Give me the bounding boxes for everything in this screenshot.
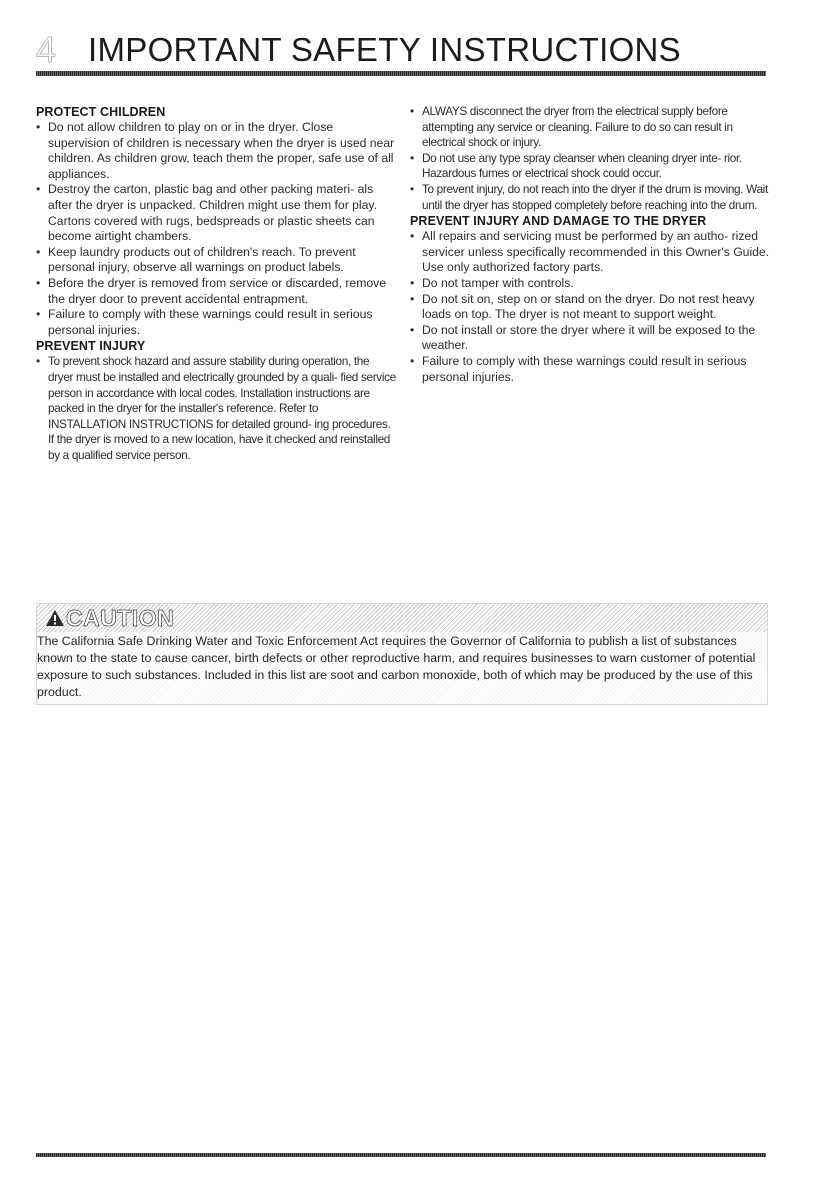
prevent-damage-heading: PREVENT INJURY AND DAMAGE TO THE DRYER <box>410 214 707 229</box>
list-item: • Destroy the carton, plastic bag and other packing materi- als after the dryer is unpacked. Children might use them for play. Cartons covered with rugs, bedspreads or plastic sheets can become airtight chambers. <box>36 182 377 244</box>
list-item: • All repairs and servicing must be performed by an autho- rized servicer unless specifically recommended in this Owner's Guide. Use only authorized factory parts. <box>410 229 770 275</box>
bullet-icon: • <box>36 182 41 197</box>
list-item: • Before the dryer is removed from service or discarded, remove the dryer door to prevent accidental entrapment. <box>36 275 386 306</box>
list-item: • ALWAYS disconnect the dryer from the electrical supply before attempting any service or cleaning. Failure to do so can result in electrical shock or injury. <box>410 104 733 150</box>
list-item: • Do not use any type spray cleanser when cleaning dryer inte- rior. Hazardous fumes or electrical shock could occur. <box>410 150 742 181</box>
caution-text: The California Safe Drinking Water and Toxic Enforcement Act requires the Governor of California to publish a list of substances known to the state to cause cancer, birth defects or other reproductive harm, and requires businesses to warn customer of potential exposure to such substances. Included in this list are soot and carbon monoxide, both of which may be produced by the use of this product. <box>37 634 756 699</box>
bottom-rule <box>36 1153 766 1157</box>
bullet-icon: • <box>410 291 415 306</box>
bullet-icon: • <box>410 353 415 368</box>
continued-list <box>410 104 770 213</box>
caution-box <box>36 603 768 705</box>
page-number: 4 <box>36 29 57 70</box>
protect-children-list <box>36 120 396 338</box>
list-item: • To prevent shock hazard and assure stability during operation, the dryer must be installed and electrically grounded by a quali- fied service person in accordance with local codes. Installation instructions are packed in the dryer for the installer's reference. Refer to INSTALLATION INSTRUCTIONS for detailed ground- ing procedures. If the dryer is moved to a new location, have it checked and reinstalled by a qualified service person. <box>36 354 396 462</box>
bullet-icon: • <box>36 354 40 369</box>
caution-band <box>37 604 767 632</box>
bullet-icon: • <box>36 275 41 290</box>
right-column <box>410 104 770 385</box>
protect-children-heading: PROTECT CHILDREN <box>36 105 166 119</box>
caution-label: CAUTION <box>66 605 175 631</box>
bullet-icon: • <box>410 150 414 165</box>
page-title: IMPORTANT SAFETY INSTRUCTIONS <box>88 31 681 68</box>
bullet-icon: • <box>410 275 415 290</box>
list-item: • Do not install or store the dryer where it will be exposed to the weather. <box>410 322 756 353</box>
list-item: • Do not sit on, step on or stand on the dryer. Do not rest heavy loads on top. The dryer is not meant to support weight. <box>410 291 755 322</box>
bullet-icon: • <box>36 307 41 322</box>
left-column <box>36 104 396 463</box>
list-item: • Do not allow children to play on or in the dryer. Close supervision of children is necessary when the dryer is used near children. As children grow, teach them the proper, safe use of all appliances. <box>36 120 395 181</box>
list-item: • Do not tamper with controls. <box>410 275 574 290</box>
list-item: • To prevent injury, do not reach into the dryer if the drum is moving. Wait until the dryer has stopped completely before reaching into the drum. <box>410 181 768 212</box>
bullet-icon: • <box>410 322 415 337</box>
bullet-icon: • <box>36 244 41 259</box>
page-header <box>36 28 766 72</box>
list-item: • Failure to comply with these warnings could result in serious personal injuries. <box>410 353 747 384</box>
list-item: • Keep laundry products out of children's reach. To prevent personal injury, observe all warnings on product labels. <box>36 244 356 275</box>
prevent-damage-list <box>410 229 770 385</box>
caution-title <box>45 605 174 631</box>
bullet-icon: • <box>410 229 415 244</box>
prevent-injury-list <box>36 354 396 463</box>
bullet-icon: • <box>410 181 414 196</box>
list-item: • Failure to comply with these warnings could result in serious personal injuries. <box>36 307 373 337</box>
warning-triangle-icon <box>45 606 65 624</box>
bullet-icon: • <box>36 120 41 134</box>
bullet-icon: • <box>410 104 414 118</box>
prevent-injury-heading: PREVENT INJURY <box>36 339 146 354</box>
title-rule <box>36 71 766 76</box>
